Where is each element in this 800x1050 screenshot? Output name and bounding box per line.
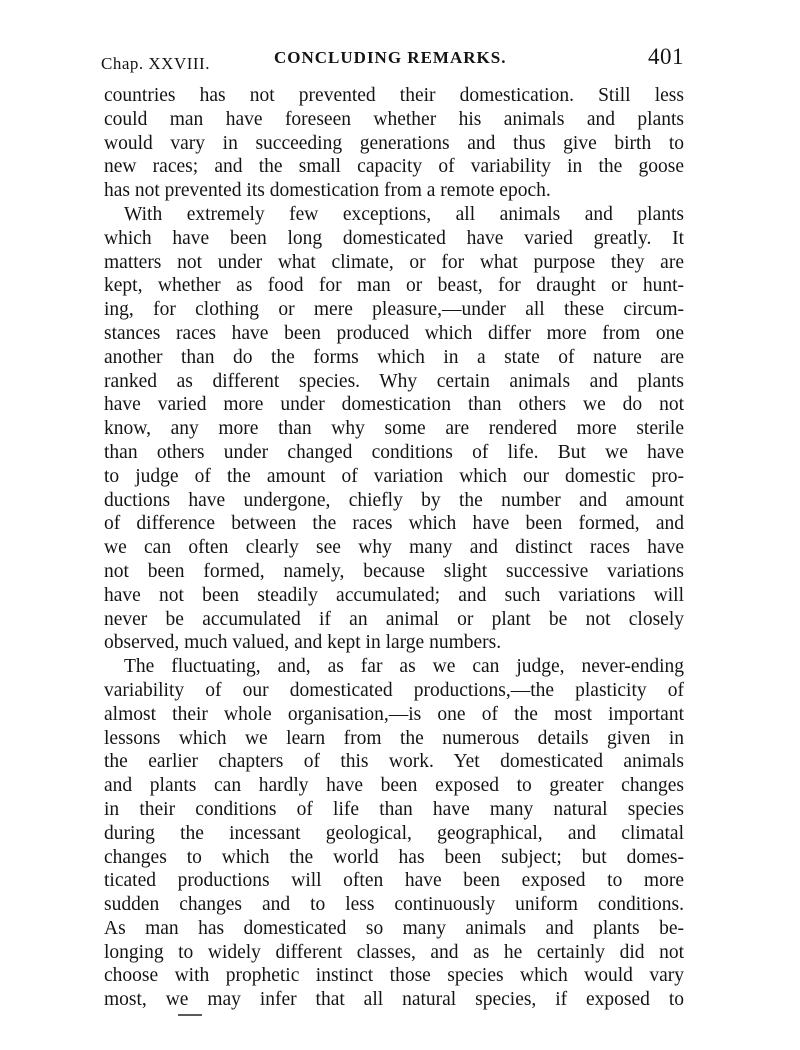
text-line: kept, whether as food for man or beast, for draught or hunt- — [104, 275, 684, 297]
paragraph — [104, 84, 684, 203]
text-line: stances races have been produced which differ more from one — [104, 322, 684, 344]
running-title: CONCLUDING REMARKS. — [274, 48, 507, 67]
text-line: choose with prophetic instinct those species which would vary — [104, 965, 684, 987]
text-line: could man have foreseen whether his animals and plants — [104, 108, 684, 130]
text-line: observed, much valued, and kept in large numbers. — [104, 632, 502, 654]
footer-rule — [178, 1014, 202, 1016]
text-line: would vary in succeeding generations and thus give birth to — [104, 132, 684, 154]
text-line: another than do the forms which in a state of nature are — [104, 346, 684, 368]
text-line: lessons which we learn from the numerous details given in — [104, 727, 684, 749]
text-line: have not been steadily accumulated; and such variations will — [104, 584, 684, 606]
text-line: to judge of the amount of variation which our domestic pro- — [104, 465, 684, 487]
text-line: has not prevented its domestication from a remote epoch. — [104, 180, 551, 202]
text-line: never be accumulated if an animal or plant be not closely — [104, 608, 684, 630]
book-page — [101, 40, 684, 1012]
text-line: most, we may infer that all natural species, if exposed to — [104, 989, 684, 1011]
text-line: changes to which the world has been subject; but domes- — [104, 846, 684, 868]
text-line: almost their whole organisation,—is one of the most important — [104, 703, 684, 725]
text-line: ing, for clothing or mere pleasure,—under all these circum- — [104, 299, 684, 321]
chapter-label: Chap. XXVIII. — [101, 54, 210, 73]
text-line: ticated productions will often have been exposed to more — [104, 870, 684, 892]
text-line: ductions have undergone, chiefly by the number and amount — [104, 489, 684, 511]
paragraph — [104, 655, 684, 1012]
text-line: With extremely few exceptions, all animals and plants — [124, 203, 684, 225]
paragraph — [104, 203, 684, 655]
text-line: of difference between the races which have been formed, and — [104, 513, 684, 535]
text-line: know, any more than why some are rendered more sterile — [104, 418, 684, 440]
text-line: longing to widely different classes, and as he certainly did not — [104, 941, 684, 963]
text-line: variability of our domesticated productions,—the plasticity of — [104, 679, 684, 701]
text-line: which have been long domesticated have varied greatly. It — [104, 227, 684, 249]
text-line: sudden changes and to less continuously uniform conditions. — [104, 894, 684, 916]
text-line: in their conditions of life than have many natural species — [104, 798, 684, 820]
page-number: 401 — [648, 44, 684, 69]
text-line: we can often clearly see why many and distinct races have — [104, 537, 684, 559]
text-line: new races; and the small capacity of variability in the goose — [104, 156, 684, 178]
body-text — [104, 84, 684, 1012]
text-line: and plants can hardly have been exposed to greater changes — [104, 775, 684, 797]
text-line: than others under changed conditions of life. But we have — [104, 441, 684, 463]
text-line: The fluctuating, and, as far as we can judge, never-ending — [124, 656, 684, 678]
text-line: matters not under what climate, or for what purpose they are — [104, 251, 684, 273]
text-line: As man has domesticated so many animals and plants be- — [104, 917, 684, 939]
text-line: during the incessant geological, geographical, and climatal — [104, 822, 684, 844]
text-line: ranked as different species. Why certain animals and plants — [104, 370, 684, 392]
running-head — [101, 40, 684, 80]
text-line: have varied more under domestication than others we do not — [104, 394, 684, 416]
text-line: countries has not prevented their domestication. Still less — [104, 85, 684, 106]
text-line: the earlier chapters of this work. Yet domesticated animals — [104, 751, 684, 773]
text-line: not been formed, namely, because slight successive variations — [104, 560, 684, 582]
